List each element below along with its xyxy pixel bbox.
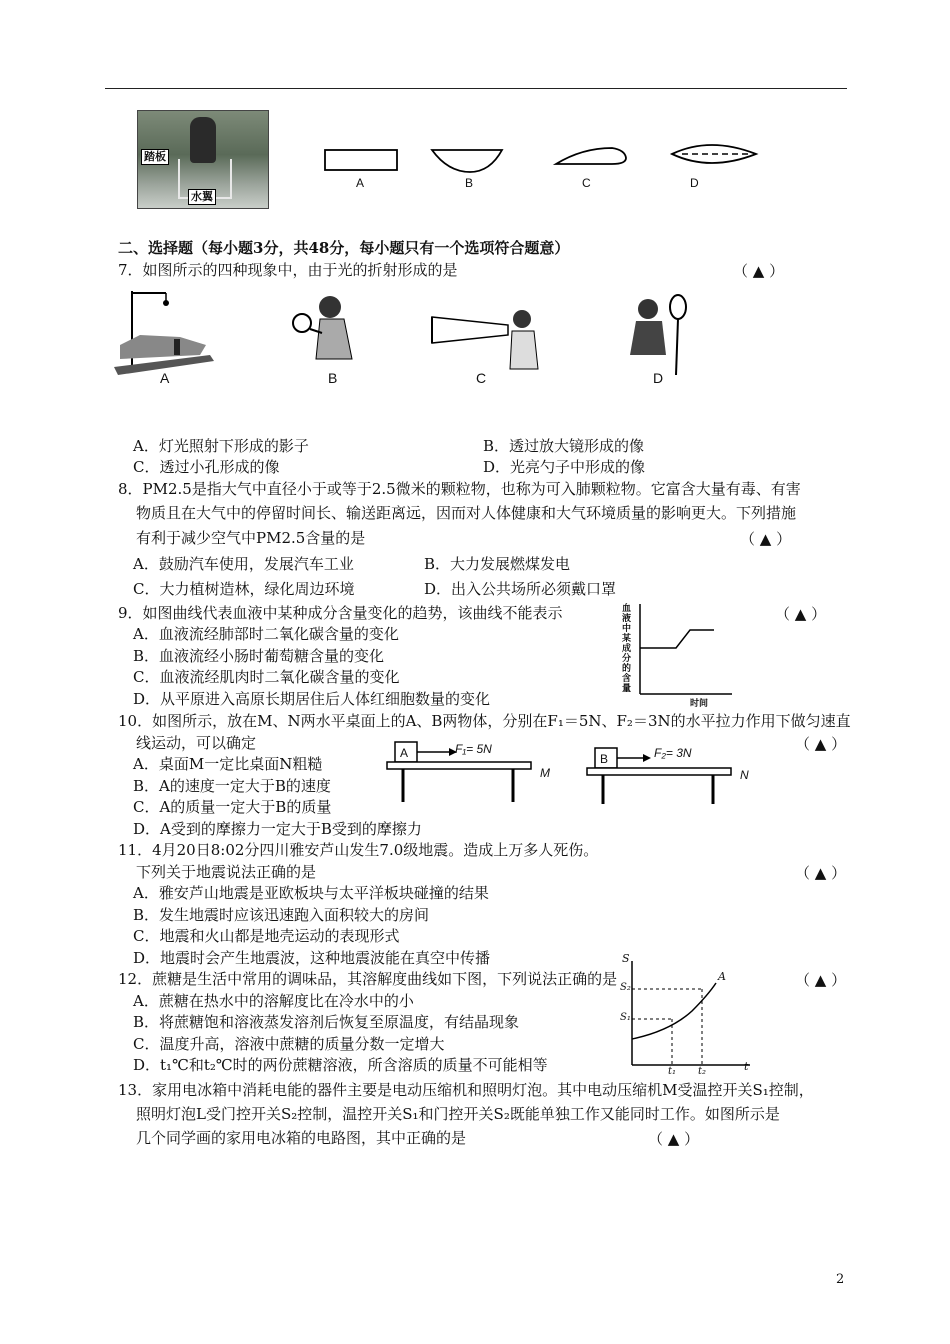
q10-stem-line-1: 10．如图所示，放在M、N两水平桌面上的A、B两物体，分别在F₁＝5N、F₂＝3N的水平拉力作用下做匀速直 xyxy=(118,712,851,730)
q12-solubility-chart xyxy=(620,955,760,1075)
section-heading: 二、选择题（每小题3分，共48分，每小题只有一个选项符合题意） xyxy=(118,239,570,257)
q7-option-d: D．光亮勺子中形成的像 xyxy=(483,458,646,476)
page-number: 2 xyxy=(836,1272,845,1287)
q12-answer-mark: （ ▲ ） xyxy=(795,971,847,989)
photo-person xyxy=(190,117,216,163)
q12-option-a: A．蔗糖在热水中的溶解度比在冷水中的小 xyxy=(133,992,414,1010)
q12-chart-t1: t₁ xyxy=(668,1066,677,1077)
q7-label-d: D xyxy=(653,370,664,386)
q10-block-a-label: A xyxy=(400,746,409,760)
q8-stem-line-1: 8．PM2.5是指大气中直径小于或等于2.5微米的颗粒物，也称为可入肺颗粒物。它富含大量有毒、有害 xyxy=(118,480,801,498)
shape-b-semicircle xyxy=(432,150,502,172)
q9-answer-mark: （ ▲ ） xyxy=(775,605,827,623)
q7-stem: 7．如图所示的四种现象中，由于光的折射形成的是 xyxy=(118,261,458,279)
q8-option-c: C．大力植树造林，绿化周边环境 xyxy=(133,580,355,598)
photo-label-hydrofoil: 水翼 xyxy=(188,189,216,205)
q10-option-d: D．A受到的摩擦力一定大于B受到的摩擦力 xyxy=(133,820,422,838)
q8-option-b: B．大力发展燃煤发电 xyxy=(424,555,571,573)
q7-answer-mark: （ ▲ ） xyxy=(733,262,785,280)
q7-label-c: C xyxy=(476,370,487,386)
shape-label-d: D xyxy=(690,176,699,190)
q13-stem-line-3: 几个同学画的家用电冰箱的电路图，其中正确的是 xyxy=(136,1129,467,1147)
q9-chart xyxy=(636,600,736,700)
q8-option-a: A．鼓励汽车使用，发展汽车工业 xyxy=(133,555,354,573)
q7-option-b: B．透过放大镜形成的像 xyxy=(483,437,645,455)
shape-label-b: B xyxy=(465,176,474,190)
hydrofoil-photo xyxy=(137,110,269,209)
q12-solubility-curve xyxy=(632,983,716,1039)
shape-label-c: C xyxy=(582,176,591,190)
shape-c-airfoil xyxy=(556,148,626,164)
q7-fig-c-pinhole xyxy=(432,310,538,369)
q13-stem-line-1: 13．家用电冰箱中消耗电能的器件主要是电动压缩机和照明灯泡。其中电动压缩机M受温控开关S₁控制， xyxy=(118,1081,814,1099)
q7-figures xyxy=(110,285,710,385)
q12-stem: 12．蔗糖是生活中常用的调味品，其溶解度曲线如下图，下列说法正确的是 xyxy=(118,970,618,988)
q8-answer-mark: （ ▲ ） xyxy=(740,530,792,548)
shape-label-a: A xyxy=(356,176,365,190)
q11-answer-mark: （ ▲ ） xyxy=(795,864,847,882)
q12-option-b: B．将蔗糖饱和溶液蒸发溶剂后恢复至原温度，有结晶现象 xyxy=(133,1013,520,1031)
q12-chart-t2: t₂ xyxy=(698,1066,707,1077)
q9-stem: 9．如图曲线代表血液中某种成分含量变化的趋势，该曲线不能表示 xyxy=(118,604,563,622)
q12-chart-s1: S₁ xyxy=(620,1012,631,1023)
shape-a-rectangle xyxy=(325,150,397,170)
q11-option-b: B．发生地震时应该迅速跑入面积较大的房间 xyxy=(133,906,430,924)
q10-answer-mark: （ ▲ ） xyxy=(795,735,847,753)
q12-chart-s2: S₂ xyxy=(620,982,631,993)
q7-fig-b-magnifier xyxy=(293,296,352,359)
q9-option-c: C．血液流经肌肉时二氧化碳含量的变化 xyxy=(133,668,400,686)
q8-stem-line-2: 物质且在大气中的停留时间长、输送距离远，因而对人体健康和大气环境质量的影响更大。下列措施 xyxy=(136,504,797,522)
q10-option-a: A．桌面M一定比桌面N粗糙 xyxy=(133,755,323,773)
q10-option-c: C．A的质量一定大于B的质量 xyxy=(133,798,332,816)
q10-force-a-label: F₁= 5N xyxy=(455,742,492,756)
q8-stem-line-3: 有利于减少空气中PM2.5含量的是 xyxy=(136,529,366,547)
q10-block-b-label: B xyxy=(600,752,609,766)
q12-option-c: C．温度升高，溶液中蔗糖的质量分数一定增大 xyxy=(133,1035,445,1053)
q10-table-n-label: N xyxy=(740,768,749,782)
q9-chart-ylabel: 血液中某成分的含量 xyxy=(622,604,632,694)
q11-option-a: A．雅安芦山地震是亚欧板块与太平洋板块碰撞的结果 xyxy=(133,884,489,902)
q11-stem-line-2: 下列关于地震说法正确的是 xyxy=(136,863,317,881)
q7-fig-a-lamp-shadow xyxy=(114,291,214,375)
q13-answer-mark: （ ▲ ） xyxy=(648,1130,700,1148)
q11-option-d: D．地震时会产生地震波，这种地震波能在真空中传播 xyxy=(133,949,491,967)
q11-option-c: C．地震和火山都是地壳运动的表现形式 xyxy=(133,927,400,945)
q9-option-b: B．血液流经小肠时葡萄糖含量的变化 xyxy=(133,647,385,665)
q9-chart-xlabel: 时间 xyxy=(690,699,709,709)
hydrofoil-shapes xyxy=(320,140,770,200)
q7-option-c: C．透过小孔形成的像 xyxy=(133,458,280,476)
q7-label-b: B xyxy=(328,370,338,386)
q10-stem-line-2: 线运动，可以确定 xyxy=(136,734,257,752)
q12-chart-ylabel: S xyxy=(622,952,630,965)
q13-stem-line-2: 照明灯泡L受门控开关S₂控制，温控开关S₁和门控开关S₂既能单独工作又能同时工作。如图所示是 xyxy=(136,1105,780,1123)
q10-table-m-label: M xyxy=(540,766,550,780)
q7-option-a: A．灯光照射下形成的影子 xyxy=(133,437,309,455)
q7-label-a: A xyxy=(160,370,170,386)
q12-option-d: D．t₁℃和t₂℃时的两份蔗糖溶液，所含溶质的质量不可能相等 xyxy=(133,1056,548,1074)
q10-option-b: B．A的速度一定大于B的速度 xyxy=(133,777,331,795)
header-rule xyxy=(105,88,847,89)
q9-option-a: A．血液流经肺部时二氧化碳含量的变化 xyxy=(133,625,399,643)
q11-stem-line-1: 11．4月20日8:02分四川雅安芦山发生7.0级地震。造成上万多人死伤。 xyxy=(118,841,599,859)
q9-chart-trend-line xyxy=(640,630,714,648)
q8-option-d: D．出入公共场所必须戴口罩 xyxy=(424,580,617,598)
photo-label-pedal: 踏板 xyxy=(141,149,169,165)
q12-chart-xlabel: t xyxy=(744,1060,749,1073)
q9-option-d: D．从平原进入高原长期居住后人体红细胞数量的变化 xyxy=(133,690,491,708)
q7-fig-d-spoon xyxy=(630,295,686,375)
q10-force-b-label: F₂= 3N xyxy=(654,746,692,760)
q10-figure xyxy=(385,738,765,808)
q12-chart-curve-label: A xyxy=(718,970,726,983)
